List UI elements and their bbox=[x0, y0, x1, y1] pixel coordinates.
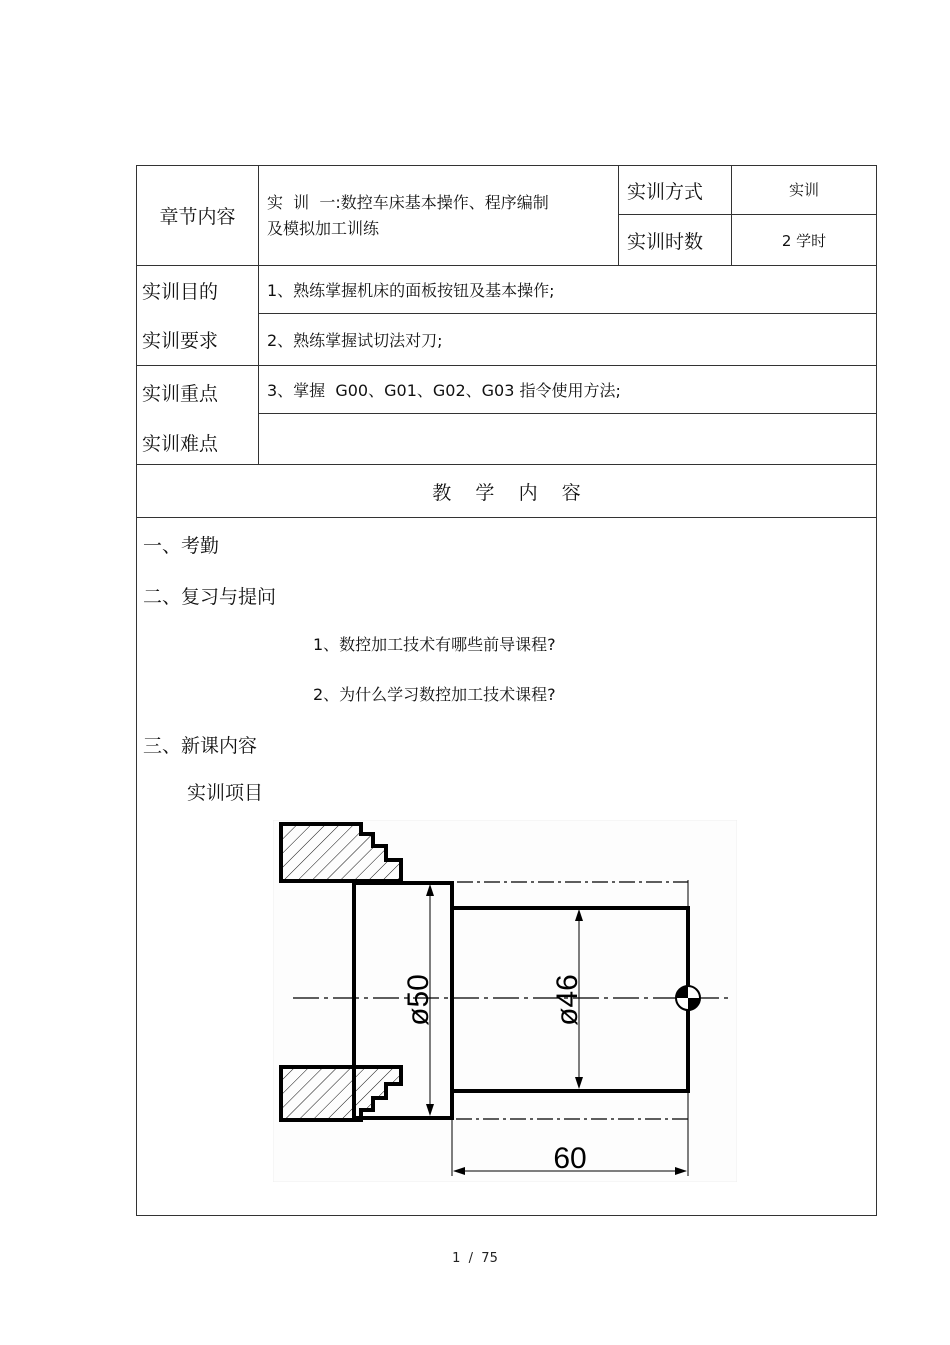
objective-item-1: 1、熟练掌握机床的面板按钮及基本操作; bbox=[267, 281, 555, 300]
objective-label: 实训目的 bbox=[142, 280, 219, 303]
workpiece-drawing bbox=[273, 820, 737, 1182]
page-number: 1 / 75 bbox=[452, 1251, 498, 1266]
dimension-inner-label: ø46 bbox=[551, 974, 584, 1026]
method-value: 实训 bbox=[788, 180, 819, 199]
training-project-label: 实训项目 bbox=[187, 782, 264, 804]
table-border-right bbox=[876, 165, 877, 1216]
table-line-v1 bbox=[258, 165, 259, 465]
hours-label: 实训时数 bbox=[627, 230, 704, 253]
difficulty-label: 实训难点 bbox=[142, 432, 219, 455]
review-question-2: 2、为什么学习数控加工技术课程? bbox=[313, 685, 556, 704]
chapter-line-2: 及模拟加工训练 bbox=[267, 219, 380, 238]
requirement-label: 实训要求 bbox=[142, 330, 219, 352]
table-border-bottom bbox=[136, 1215, 877, 1216]
keypoint-label: 实训重点 bbox=[142, 382, 219, 405]
objective-item-2: 2、熟练掌握试切法对刀; bbox=[267, 331, 443, 350]
section-new-content: 三、新课内容 bbox=[143, 735, 258, 757]
dimension-outer-label: ø50 bbox=[402, 974, 435, 1026]
hours-value: 2 学时 bbox=[781, 231, 827, 250]
method-label: 实训方式 bbox=[627, 180, 704, 203]
keypoint-item-1: 3、掌握 G00、G01、G02、G03 指令使用方法; bbox=[267, 381, 621, 400]
section-attendance: 一、考勤 bbox=[143, 535, 220, 557]
table-line-h5 bbox=[258, 413, 877, 414]
origin-symbol bbox=[676, 986, 700, 1010]
teaching-content-title: 教 学 内 容 bbox=[432, 481, 581, 504]
review-question-1: 1、数控加工技术有哪些前导课程? bbox=[313, 635, 556, 654]
table-border-left bbox=[136, 165, 137, 1216]
dimension-length-label: 60 bbox=[553, 1142, 587, 1175]
section-review: 二、复习与提问 bbox=[143, 586, 277, 608]
chapter-line-1: 实 训 一:数控车床基本操作、程序编制 bbox=[267, 193, 549, 212]
chapter-label: 章节内容 bbox=[159, 206, 236, 228]
table-line-h7 bbox=[136, 517, 877, 518]
